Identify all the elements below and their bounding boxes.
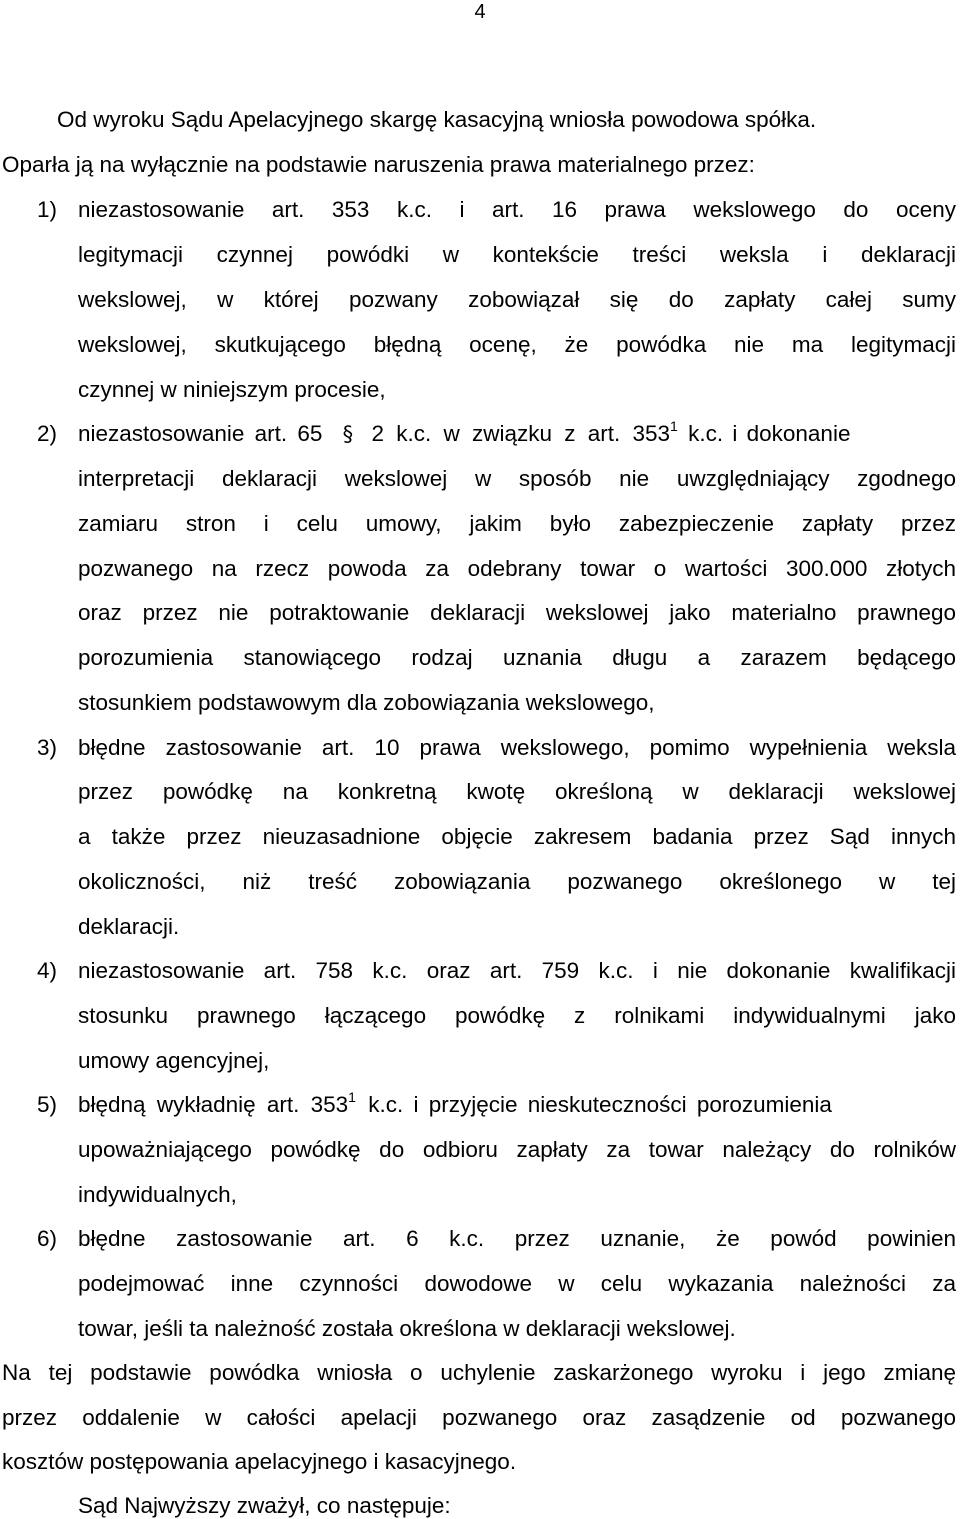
list-item-line: porozumienia stanowiącego rodzaj uznania długu a zarazem będącego [78, 645, 956, 670]
text-fragment: k.c. i przyjęcie nieskuteczności porozumienia [368, 1092, 832, 1117]
list-item-line: okoliczności, niż treść zobowiązania pozwanego określonego w tej [78, 869, 956, 894]
list-item-number: 1) [37, 197, 58, 222]
list-item-line: czynnej w niniejszym procesie, [78, 377, 386, 402]
list-item-line: oraz przez nie potraktowanie deklaracji wekslowej jako materialno prawnego [78, 600, 956, 625]
list-item-line: legitymacji czynnej powódki w kontekście treści weksla i deklaracji [78, 242, 956, 267]
list-item-line: wekslowej, w której pozwany zobowiązał się do zapłaty całej sumy [78, 287, 956, 312]
list-item-line: towar, jeśli ta należność została określona w deklaracji wekslowej. [78, 1316, 736, 1341]
text-fragment: błędną wykładnię art. 353 [78, 1092, 349, 1117]
list-item-number: 6) [37, 1226, 58, 1251]
text-fragment: 2 k.c. w związku z art. 353 [371, 421, 671, 446]
list-item-number: 4) [37, 958, 58, 983]
intro-line: Od wyroku Sądu Apelacyjnego skargę kasacyjną wniosła powodowa spółka. [57, 107, 817, 132]
list-item-number: 3) [37, 735, 58, 760]
list-item-line: a także przez nieuzasadnione objęcie zakresem badania przez Sąd innych [78, 824, 956, 849]
list-item-line: stosunku prawnego łączącego powódkę z rolnikami indywidualnymi jako [78, 1003, 956, 1028]
section-sign: § [342, 422, 354, 446]
list-item-line: deklaracji. [78, 914, 180, 939]
conclusion-line: przez oddalenie w całości apelacji pozwanego oraz zasądzenie od pozwanego [2, 1405, 956, 1430]
list-item-line: pozwanego na rzecz powoda za odebrany towar o wartości 300.000 złotych [78, 556, 956, 581]
intro-line: Oparła ją na wyłącznie na podstawie naruszenia prawa materialnego przez: [2, 152, 755, 177]
page-number: 4 [474, 1, 486, 23]
list-item-number: 5) [37, 1092, 58, 1117]
list-item-line: niezastosowanie art. 353 k.c. i art. 16 prawa wekslowego do oceny [78, 197, 956, 222]
list-item-line: niezastosowanie art. 758 k.c. oraz art. 759 k.c. i nie dokonanie kwalifikacji [78, 958, 956, 983]
list-item-line: przez powódkę na konkretną kwotę określoną w deklaracji wekslowej [78, 779, 956, 804]
list-item-line: błędne zastosowanie art. 6 k.c. przez uznanie, że powód powinien [78, 1226, 956, 1251]
superscript: 1 [348, 1088, 356, 1105]
list-item-line [78, 417, 956, 447]
list-item-line: stosunkiem podstawowym dla zobowiązania wekslowego, [78, 690, 655, 715]
list-item-line: umowy agencyjnej, [78, 1048, 270, 1073]
superscript: 1 [670, 417, 678, 434]
list-item-line: interpretacji deklaracji wekslowej w sposób nie uwzględniający zgodnego [78, 466, 956, 491]
list-item-line: indywidualnych, [78, 1182, 237, 1207]
text-fragment: k.c. i dokonanie [688, 421, 851, 446]
list-item-line: błędne zastosowanie art. 10 prawa wekslowego, pomimo wypełnienia weksla [78, 735, 956, 760]
list-item-line: podejmować inne czynności dowodowe w celu wykazania należności za [78, 1271, 956, 1296]
list-item-line: wekslowej, skutkującego błędną ocenę, że powódka nie ma legitymacji [78, 332, 956, 357]
conclusion-line: Na tej podstawie powódka wniosła o uchylenie zaskarżonego wyroku i jego zmianę [2, 1360, 956, 1385]
closing-line: Sąd Najwyższy zważył, co następuje: [78, 1493, 451, 1518]
list-item-number: 2) [37, 421, 58, 446]
text-fragment: niezastosowanie art. 65 [78, 421, 323, 446]
list-item-line [78, 1088, 956, 1118]
conclusion-line: kosztów postępowania apelacyjnego i kasacyjnego. [2, 1449, 517, 1474]
list-item-line: upoważniającego powódkę do odbioru zapłaty za towar należący do rolników [78, 1137, 956, 1162]
list-item-line: zamiaru stron i celu umowy, jakim było zabezpieczenie zapłaty przez [78, 511, 956, 536]
